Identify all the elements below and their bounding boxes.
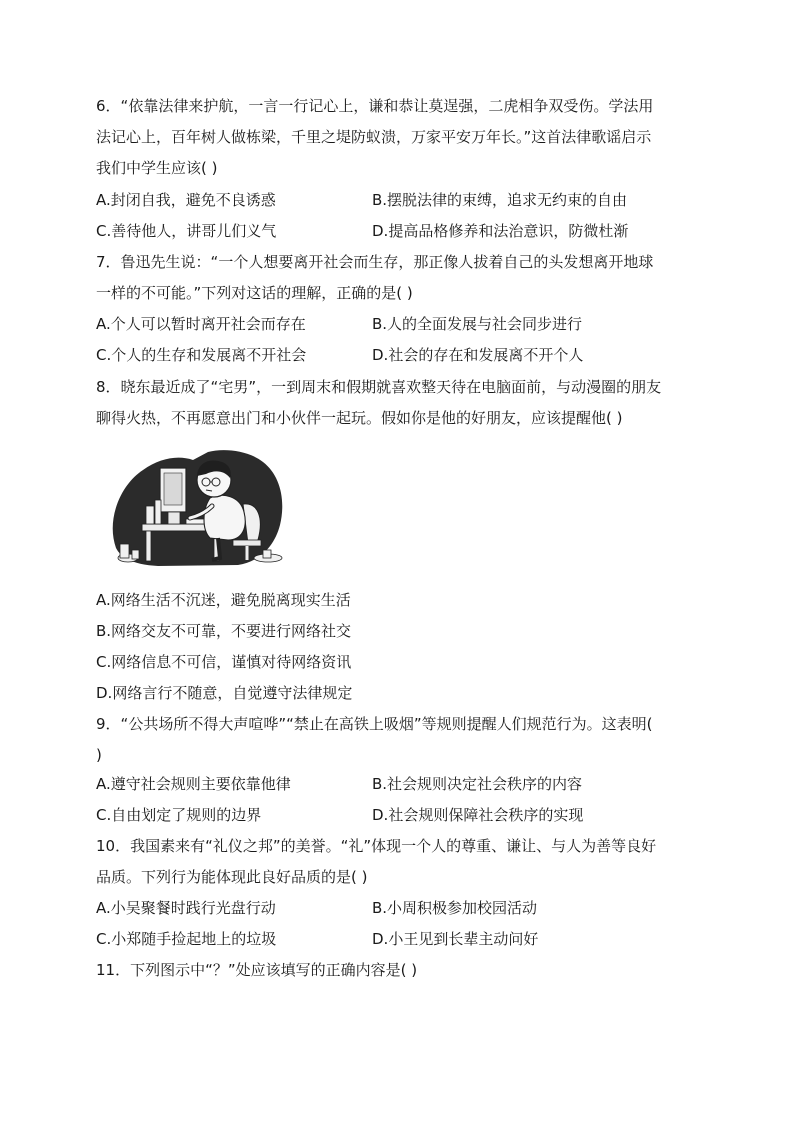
question-6-option-d[interactable]: D.提高品格修养和法治意识，防微杜渐 [372, 222, 629, 240]
question-7-option-d[interactable]: D.社会的存在和发展离不开个人 [372, 346, 584, 364]
question-10-option-d[interactable]: D.小王见到长辈主动问好 [372, 930, 539, 948]
question-10-option-c[interactable]: C.小郑随手捡起地上的垃圾 [96, 930, 277, 948]
question-7-stem-line-2: 一样的不可能。”下列对这话的理解，正确的是( ) [96, 284, 413, 302]
question-10-option-a[interactable]: A.小吴聚餐时践行光盘行动 [96, 899, 276, 917]
question-8-option-c[interactable]: C.网络信息不可信，谨慎对待网络资讯 [96, 653, 352, 671]
question-6-option-a[interactable]: A.封闭自我，避免不良诱惑 [96, 191, 276, 209]
question-8-option-b[interactable]: B.网络交友不可靠，不要进行网络社交 [96, 622, 352, 640]
question-10-option-b[interactable]: B.小周积极参加校园活动 [372, 899, 538, 917]
question-8-option-a[interactable]: A.网络生活不沉迷，避免脱离现实生活 [96, 591, 351, 609]
question-6-stem-line-3: 我们中学生应该( ) [96, 159, 218, 177]
question-10-stem-line-2: 品质。下列行为能体现此良好品质的是( ) [96, 868, 368, 886]
question-11-stem-line-1: 11．下列图示中“？”处应该填写的正确内容是( ) [96, 961, 418, 979]
question-8-stem-line-1: 8．晓东最近成了“宅男”，一到周末和假期就喜欢整天待在电脑面前，与动漫圈的朋友 [96, 378, 662, 396]
question-6-option-c[interactable]: C.善待他人，讲哥儿们义气 [96, 222, 277, 240]
question-6-stem-line-1: 6．“依靠法律来护航，一言一行记心上，谦和恭让莫逞强，二虎相争双受伤。学法用 [96, 97, 654, 115]
question-10-stem-line-1: 10．我国素来有“礼仪之邦”的美誉。“礼”体现一个人的尊重、谦让、与人为善等良好 [96, 837, 657, 855]
boy-at-computer-illustration [98, 440, 288, 575]
question-9-option-b[interactable]: B.社会规则决定社会秩序的内容 [372, 775, 583, 793]
question-7-option-b[interactable]: B.人的全面发展与社会同步进行 [372, 315, 583, 333]
question-9-option-d[interactable]: D.社会规则保障社会秩序的实现 [372, 806, 584, 824]
question-9-option-a[interactable]: A.遵守社会规则主要依靠他律 [96, 775, 291, 793]
question-9-stem-line-1: 9．“公共场所不得大声喧哗”“禁止在高铁上吸烟”等规则提醒人们规范行为。这表明( [96, 715, 653, 733]
question-7-stem-line-1: 7．鲁迅先生说：“一个人想要离开社会而生存，那正像人拔着自己的头发想离开地球 [96, 253, 654, 271]
question-7-option-a[interactable]: A.个人可以暂时离开社会而存在 [96, 315, 306, 333]
question-9-option-c[interactable]: C.自由划定了规则的边界 [96, 806, 262, 824]
question-9-stem-line-2: ) [96, 746, 102, 764]
question-8-option-d[interactable]: D.网络言行不随意，自觉遵守法律规定 [96, 684, 353, 702]
question-7-option-c[interactable]: C.个人的生存和发展离不开社会 [96, 346, 307, 364]
question-6-option-b[interactable]: B.摆脱法律的束缚，追求无约束的自由 [372, 191, 628, 209]
question-6-stem-line-2: 法记心上，百年树人做栋梁，千里之堤防蚁溃，万家平安万年长。”这首法律歌谣启示 [96, 128, 652, 146]
question-8-stem-line-2: 聊得火热，不再愿意出门和小伙伴一起玩。假如你是他的好朋友，应该提醒他( ) [96, 409, 623, 427]
